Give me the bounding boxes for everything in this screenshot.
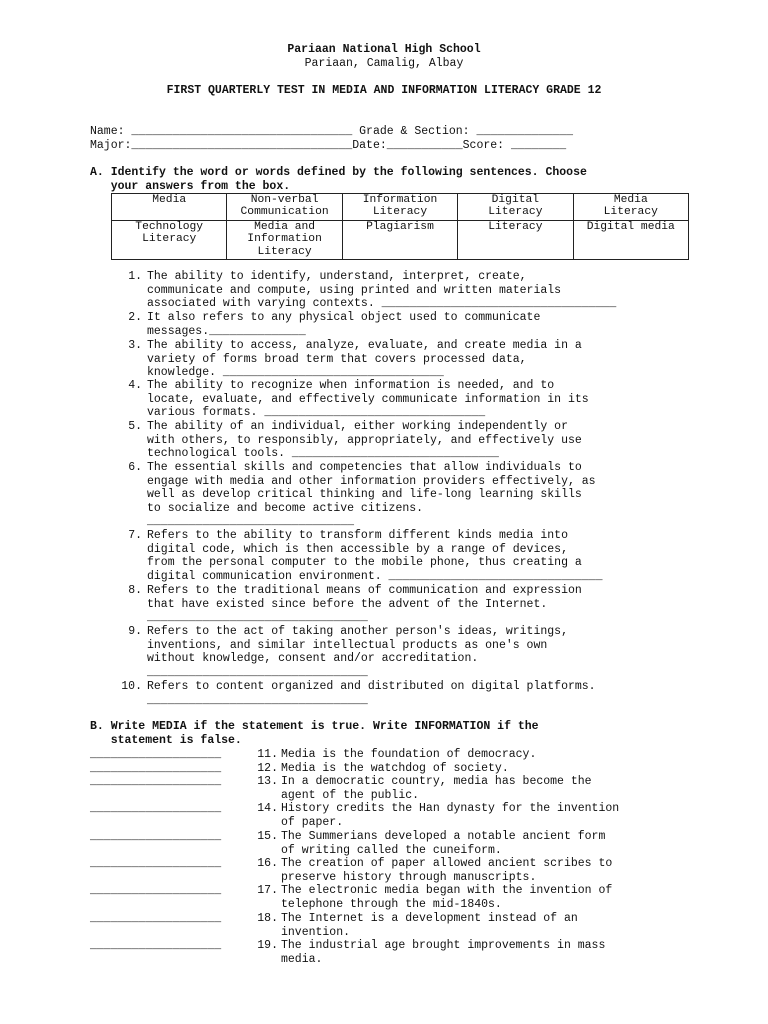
- choice-cell: Digital Literacy: [488, 194, 543, 219]
- question-number: 9.: [128, 625, 142, 638]
- choice-cell: Technology Literacy: [135, 220, 204, 246]
- question-number: 10.: [121, 680, 142, 693]
- choice-cell: Media: [152, 194, 187, 206]
- choice-cell: Plagiarism: [366, 220, 434, 233]
- question-number: 19.: [257, 939, 278, 952]
- question-number: 5.: [128, 420, 142, 433]
- answer-blank: ___________________: [90, 884, 222, 897]
- section-a-instruction: A. Identify the word or words defined by the following sentences. Choose your answers from the box.: [90, 166, 587, 193]
- choices-row: [112, 220, 689, 259]
- major-date-score-line: Major:________________________________Date:___________Score: ________: [90, 139, 567, 152]
- answer-blank: ___________________: [90, 912, 222, 925]
- question-text: The ability to recognize when information is needed, and to locate, evaluate, and effectively communicate information in its various formats. ________________________________: [147, 379, 589, 420]
- question-number: 16.: [257, 857, 278, 870]
- choices-row: [112, 194, 689, 221]
- question-text: Refers to the ability to transform different kinds media into digital code, which is then accessible by a range of devices, from the personal computer to the mobile phone, thus creating a digital communication environment. _______________________________: [147, 529, 603, 583]
- question-number: 3.: [128, 339, 142, 352]
- question-text: The ability to access, analyze, evaluate, and create media in a variety of forms broad term that covers processed data, knowledge. ________________________________: [147, 339, 582, 380]
- question-text: The ability of an individual, either working independently or with others, to responsibly, appropriately, and effectively use technological tools. ______________________________: [147, 420, 582, 461]
- answer-blank: ___________________: [90, 762, 222, 775]
- choice-cell: Literacy: [488, 220, 543, 233]
- question-text: The electronic media began with the invention of telephone through the mid-1840s.: [281, 884, 613, 911]
- question-text: It also refers to any physical object used to communicate messages.______________: [147, 311, 541, 338]
- answer-blank: ___________________: [90, 939, 222, 952]
- choice-cell: Non-verbal Communication: [240, 194, 329, 219]
- section-b-instruction: B. Write MEDIA if the statement is true. Write INFORMATION if the statement is false.: [90, 720, 539, 747]
- question-text: Media is the watchdog of society.: [281, 762, 509, 775]
- question-text: Refers to the traditional means of communication and expression that have existed since before the advent of the Internet. ________________________________: [147, 584, 582, 625]
- question-text: Refers to the act of taking another person's ideas, writings, inventions, and similar intellectual products as one's own without knowledge, consent and/or accreditation. ________________________________: [147, 625, 568, 679]
- test-title: FIRST QUARTERLY TEST IN MEDIA AND INFORMATION LITERACY GRADE 12: [166, 84, 602, 97]
- question-text: The ability to identify, understand, interpret, create, communicate and compute, using printed and written materials associated with varying contexts. __________________________________: [147, 270, 617, 311]
- question-number: 7.: [128, 529, 142, 542]
- school-address: Pariaan, Camalig, Albay: [304, 57, 464, 70]
- answer-blank: ___________________: [90, 802, 222, 815]
- answer-blank: ___________________: [90, 857, 222, 870]
- question-text: The Internet is a development instead of an invention.: [281, 912, 578, 939]
- question-number: 8.: [128, 584, 142, 597]
- choice-cell: Information Literacy: [362, 194, 438, 219]
- question-number: 4.: [128, 379, 142, 392]
- answer-blank: ___________________: [90, 748, 222, 761]
- question-text: The industrial age brought improvements in mass media.: [281, 939, 606, 966]
- answer-blank: ___________________: [90, 830, 222, 843]
- question-number: 12.: [257, 762, 278, 775]
- question-number: 1.: [128, 270, 142, 283]
- question-text: The creation of paper allowed ancient scribes to preserve history through manuscripts.: [281, 857, 613, 884]
- answer-choices-box: [111, 193, 689, 260]
- question-number: 6.: [128, 461, 142, 474]
- question-text: Media is the foundation of democracy.: [281, 748, 537, 761]
- answer-blank: ___________________: [90, 775, 222, 788]
- question-text: Refers to content organized and distributed on digital platforms. ________________________________: [147, 680, 596, 707]
- name-grade-line: Name: ________________________________ Grade & Section: ______________: [90, 125, 574, 138]
- question-number: 17.: [257, 884, 278, 897]
- question-number: 18.: [257, 912, 278, 925]
- question-text: History credits the Han dynasty for the invention of paper.: [281, 802, 620, 829]
- question-text: The essential skills and competencies that allow individuals to engage with media and other information providers effectively, as well as develop critical thinking and life-long learning skills to socialize and become active citizens. ______________________________: [147, 461, 596, 529]
- choice-cell: Media Literacy: [603, 194, 658, 219]
- question-text: In a democratic country, media has become the agent of the public.: [281, 775, 592, 802]
- school-name: Pariaan National High School: [287, 43, 481, 56]
- question-text: The Summerians developed a notable ancient form of writing called the cuneiform.: [281, 830, 606, 857]
- choice-cell: Digital media: [586, 220, 675, 233]
- question-number: 14.: [257, 802, 278, 815]
- question-number: 11.: [257, 748, 278, 761]
- question-number: 2.: [128, 311, 142, 324]
- question-number: 15.: [257, 830, 278, 843]
- choice-cell: Media and Information Literacy: [247, 220, 322, 258]
- question-number: 13.: [257, 775, 278, 788]
